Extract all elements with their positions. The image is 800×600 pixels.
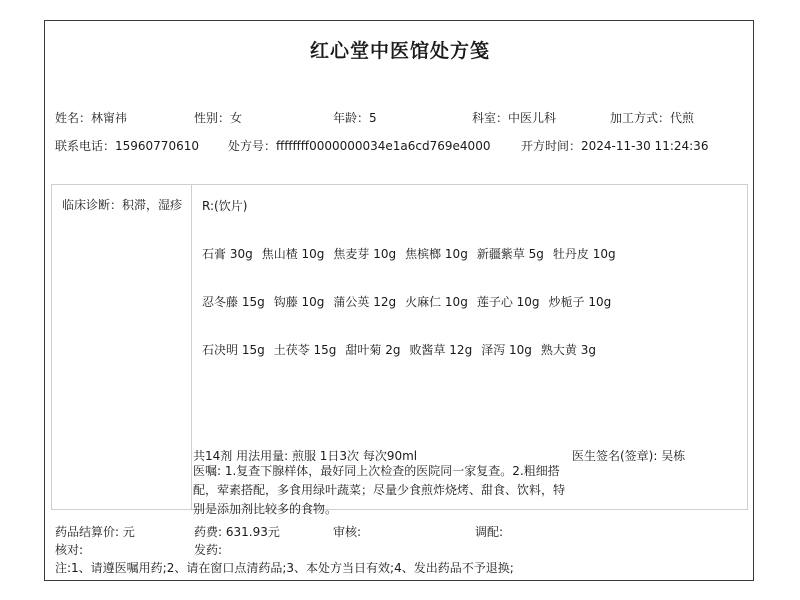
herb-item: 钩藤 10g (273, 295, 325, 309)
herb-item: 莲子心 10g (476, 295, 540, 309)
doctor-signature: 医生签名(签章): 吴栋 (572, 449, 686, 463)
herb-item: 牡丹皮 10g (552, 247, 616, 261)
herb-item: 甜叶菊 2g (345, 343, 401, 357)
herb-item: 石膏 30g (202, 247, 253, 261)
medical-advice: 医嘱: 1.复查下腺样体，最好同上次检查的医院同一家复查。2.粗细搭配，荤素搭配，多食用绿叶蔬菜；尽量少食煎炸烧烤、甜食、饮料，特别是添加剂比较多的食物。 (193, 464, 566, 516)
patient-name: 姓名：林甯祎 (55, 111, 128, 125)
herb-item: 忍冬藤 15g (202, 295, 265, 309)
settlement-price: 药品结算价: 元 (55, 525, 135, 539)
herb-item: 新疆紫草 5g (476, 247, 544, 261)
patient-gender: 性别：女 (194, 111, 243, 125)
patient-phone: 联系电话：15960770610 (55, 139, 199, 153)
herb-item: 焦槟榔 10g (405, 247, 468, 261)
drug-fee: 药费: 631.93元 (194, 525, 280, 539)
footer-note: 注:1、请遵医嘱用药;2、请在窗口点清药品;3、本处方当日有效;4、发出药品不予退换; (55, 561, 514, 575)
check-label: 核对: (55, 543, 84, 557)
herb-row (202, 293, 620, 310)
herb-item: 炒栀子 10g (548, 295, 612, 309)
herb-row (202, 341, 605, 358)
issue-label: 发药: (194, 543, 223, 557)
usage-dosage: 共14剂 用法用量: 煎服 1日3次 每次90ml (193, 449, 418, 463)
herb-item: 熟大黄 3g (540, 343, 596, 357)
department: 科室：中医儿科 (472, 111, 557, 125)
herb-item: 蒲公英 12g (333, 295, 397, 309)
herb-item: 火麻仁 10g (405, 295, 468, 309)
herb-item: 石决明 15g (202, 343, 265, 357)
patient-age: 年龄：5 (333, 111, 377, 125)
dispense-label: 调配: (475, 525, 504, 539)
prescription-time: 开方时间：2024-11-30 11:24:36 (521, 139, 709, 153)
herb-item: 焦麦芽 10g (333, 247, 397, 261)
clinical-diagnosis: 临床诊断：积滞，湿疹 (62, 198, 183, 212)
herb-item: 焦山楂 10g (261, 247, 325, 261)
page-title: 红心堂中医馆处方笺 (309, 40, 490, 62)
herb-item: 泽泻 10g (481, 343, 532, 357)
herb-row (202, 245, 625, 262)
column-divider (191, 184, 192, 510)
process-method: 加工方式：代煎 (610, 111, 695, 125)
prescription-number: 处方号：ffffffff0000000034e1a6cd769e4000 (228, 139, 491, 153)
rx-label: R:(饮片) (202, 199, 248, 213)
review-label: 审核: (333, 525, 362, 539)
herb-item: 败酱草 12g (409, 343, 473, 357)
herb-item: 土茯苓 15g (273, 343, 337, 357)
